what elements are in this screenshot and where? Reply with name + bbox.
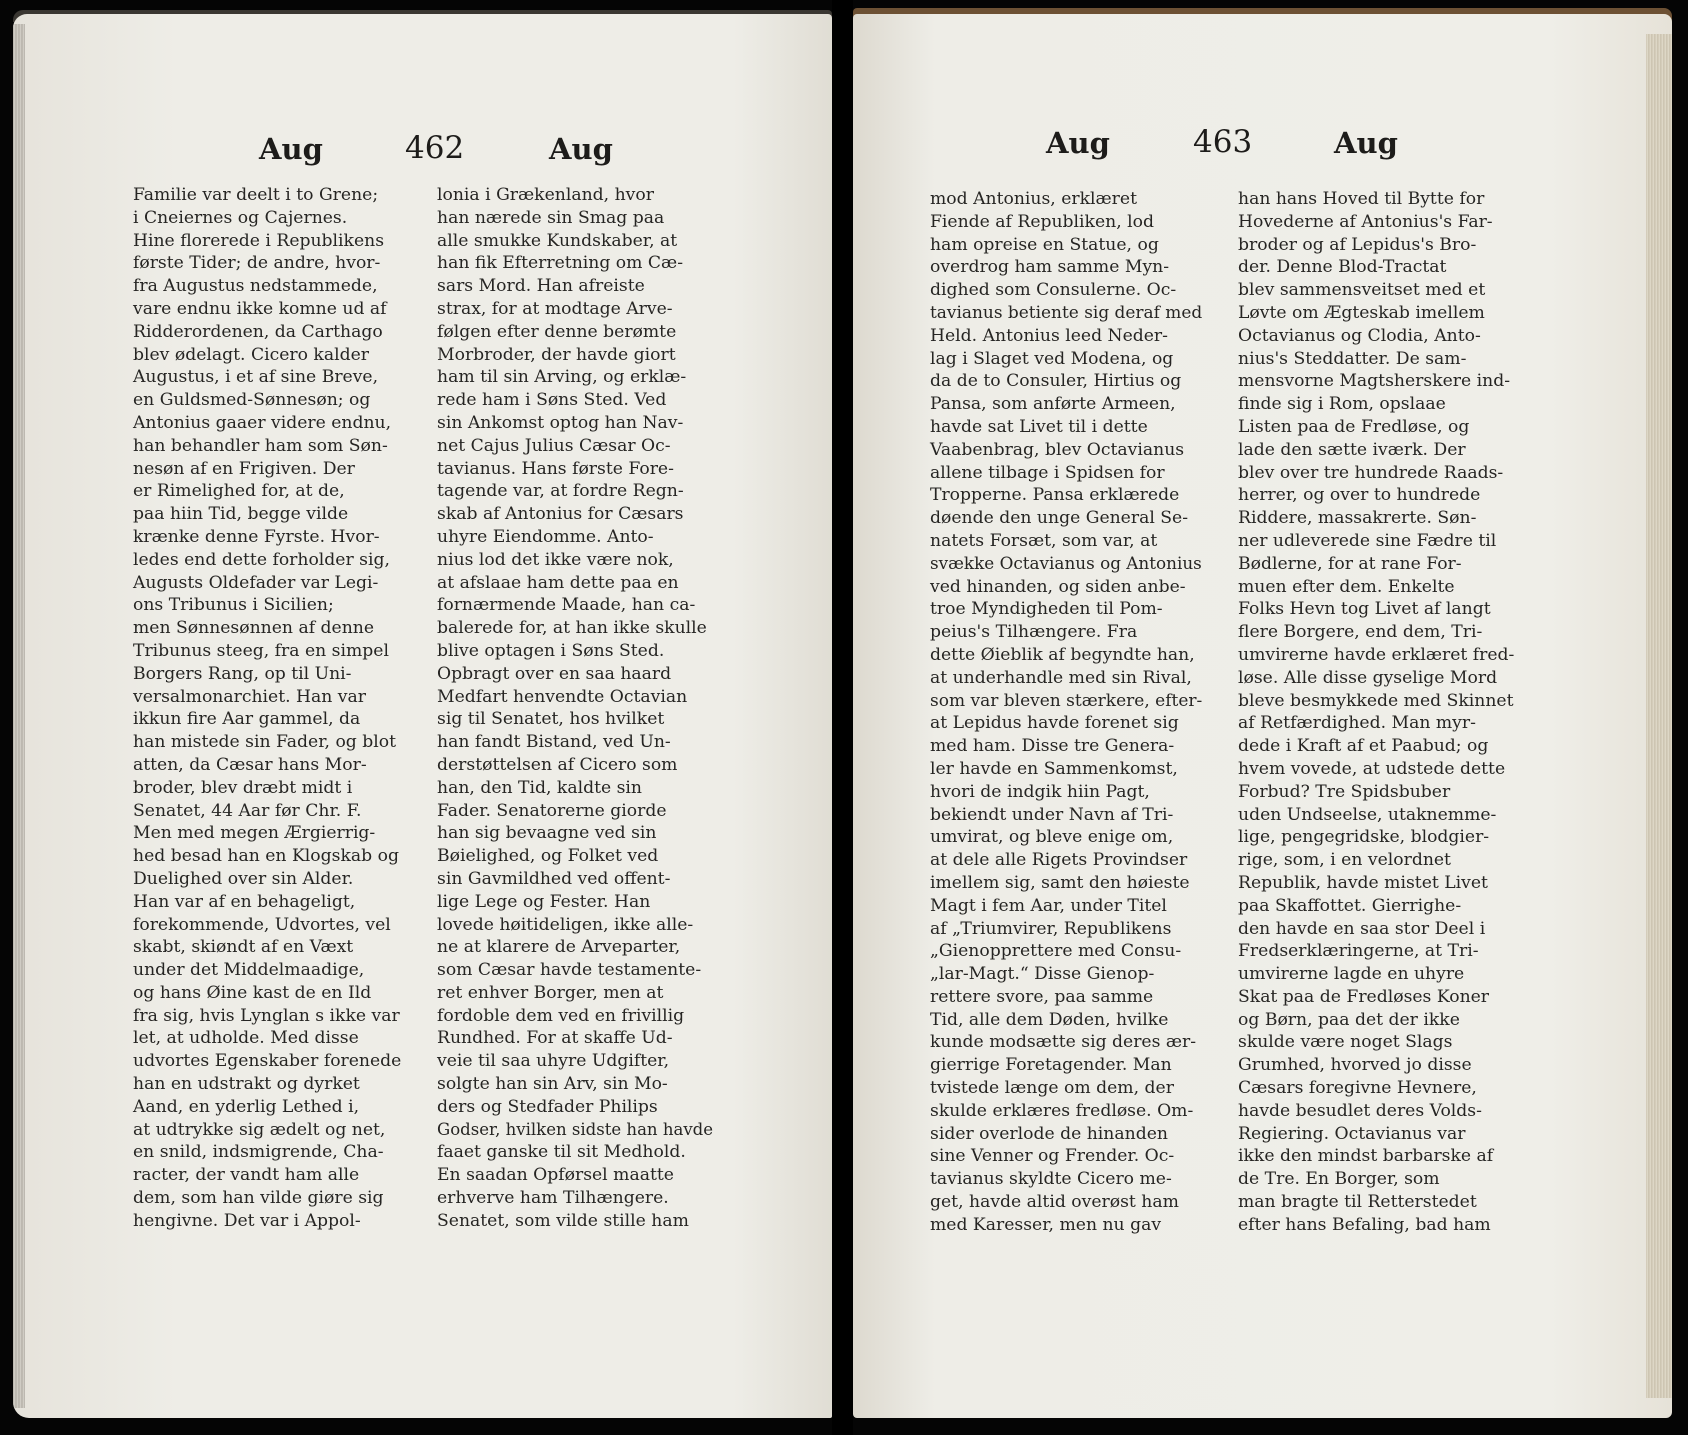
text-line: første Tider; de andre, hvor- xyxy=(133,253,381,274)
text-line: Senatet, som vilde stille ham xyxy=(437,1210,689,1231)
text-line: blive optagen i Søns Sted. xyxy=(437,640,665,661)
text-line: uhyre Eiendomme. Anto- xyxy=(437,526,654,547)
text-line: han mistede sin Fader, og blot xyxy=(133,732,397,753)
text-line: paa Skaffottet. Gierrighe- xyxy=(1238,895,1462,916)
text-line: tavianus betiente sig deraf med xyxy=(930,302,1203,323)
text-line: at dele alle Rigets Provindser xyxy=(930,850,1188,871)
text-line: hvem vovede, at udstede dette xyxy=(1238,758,1506,779)
text-line: sin Gavmildhed ved offent- xyxy=(437,868,671,889)
text-line: solgte han sin Arv, sin Mo- xyxy=(437,1074,668,1095)
text-line: døende den unge General Se- xyxy=(930,508,1189,529)
text-line: atten, da Cæsar hans Mor- xyxy=(133,754,367,775)
right-page-column-1 xyxy=(930,188,1202,1237)
text-line: Augustus, i et af sine Breve, xyxy=(133,367,379,388)
text-line: strax, for at modtage Arve- xyxy=(437,298,673,319)
text-line: rettere svore, paa samme xyxy=(930,986,1154,1007)
text-line: han en udstrakt og dyrket xyxy=(133,1074,360,1095)
text-line: blev over tre hundrede Raads- xyxy=(1238,462,1504,483)
text-line: tvistede længe om dem, der xyxy=(930,1078,1174,1099)
text-line: skabt, skiøndt af en Væxt xyxy=(133,937,354,958)
text-line: let, at udholde. Med disse xyxy=(133,1028,359,1049)
text-line: havde besudlet deres Volds- xyxy=(1238,1100,1482,1121)
text-line: lige, pengegridske, blodgier- xyxy=(1238,827,1490,848)
text-line: ne at klarere de Arveparter, xyxy=(437,937,681,958)
text-line: Han var af en behageligt, xyxy=(133,891,356,912)
text-line: i Cneiernes og Cajernes. xyxy=(133,207,348,228)
text-line: bleve besmykkede med Skinnet xyxy=(1238,690,1514,711)
book-gutter xyxy=(832,0,853,1435)
text-line: han fandt Bistand, ved Un- xyxy=(437,732,671,753)
text-line: bekiendt under Navn af Tri- xyxy=(930,804,1174,825)
text-line: at afslaae ham dette paa en xyxy=(437,572,679,593)
text-line: en snild, indsmigrende, Cha- xyxy=(133,1142,384,1163)
text-line: han, den Tid, kaldte sin xyxy=(437,777,642,798)
text-line: Godser, hvilken sidste han havde xyxy=(437,1119,714,1140)
text-line: sig til Senatet, hos hvilket xyxy=(437,709,665,730)
text-line: herrer, og over to hundrede xyxy=(1238,485,1481,506)
text-line: at underhandle med sin Rival, xyxy=(930,667,1192,688)
text-line: Vaabenbrag, blev Octavianus xyxy=(930,439,1185,460)
text-line: peius's Tilhængere. Fra xyxy=(930,622,1138,643)
text-line: Ridderordenen, da Carthago xyxy=(133,321,383,342)
text-line: „Gienopprettere med Consu- xyxy=(930,941,1182,962)
text-line: med ham. Disse tre Genera- xyxy=(930,736,1175,757)
left-header-catchword-right: Aug xyxy=(549,132,613,166)
left-page-edge xyxy=(13,24,25,1408)
text-line: Morbroder, der havde giort xyxy=(437,344,676,365)
text-line: hvori de indgik hiin Pagt, xyxy=(930,781,1150,802)
text-line: skulde erklæres fredløse. Om- xyxy=(930,1100,1194,1121)
text-line: han behandler ham som Søn- xyxy=(133,435,388,456)
text-line: Pansa, som anførte Armeen, xyxy=(930,394,1176,415)
text-line: lag i Slaget ved Modena, og xyxy=(930,348,1174,369)
text-line: ner udleverede sine Fædre til xyxy=(1238,530,1497,551)
text-line: Octavianus og Clodia, Anto- xyxy=(1238,325,1481,346)
text-line: han hans Hoved til Bytte for xyxy=(1238,189,1485,209)
text-line: og Børn, paa det der ikke xyxy=(1238,1009,1460,1030)
text-line: ham opreise en Statue, og xyxy=(930,234,1159,255)
text-line: tavianus skyldte Cicero me- xyxy=(930,1169,1172,1190)
text-line: mensvorne Magtsherskere ind- xyxy=(1238,371,1511,392)
text-line: paa hiin Tid, begge vilde xyxy=(133,504,349,525)
text-line: ons Tribunus i Sicilien; xyxy=(133,595,334,616)
text-line: finde sig i Rom, opslaae xyxy=(1238,394,1446,415)
text-line: ikke den mindst barbarske af xyxy=(1238,1146,1494,1167)
text-line: Familie var deelt i to Grene; xyxy=(133,185,379,205)
text-line: under det Middelmaadige, xyxy=(133,960,365,981)
text-line: skulde være noget Slags xyxy=(1238,1032,1453,1053)
text-line: veie til saa uhyre Udgifter, xyxy=(437,1051,670,1072)
text-line: med Karesser, men nu gav xyxy=(930,1214,1162,1235)
text-line: dede i Kraft af et Paabud; og xyxy=(1238,736,1489,757)
text-line: get, havde altid overøst ham xyxy=(930,1192,1179,1213)
text-line: sars Mord. Han afreiste xyxy=(437,276,645,297)
text-line: nius's Steddatter. De sam- xyxy=(1238,348,1467,369)
text-line: sin Ankomst optog han Nav- xyxy=(437,412,684,433)
left-page-number: 462 xyxy=(405,130,465,166)
left-header-catchword-left: Aug xyxy=(259,132,323,166)
text-line: efter hans Befaling, bad ham xyxy=(1238,1214,1491,1235)
text-line: imellem sig, samt den høieste xyxy=(930,872,1190,893)
text-line: broder, blev dræbt midt i xyxy=(133,777,353,798)
text-line: Aand, en yderlig Lethed i, xyxy=(133,1096,360,1117)
text-line: troe Myndigheden til Pom- xyxy=(930,599,1163,620)
text-line: Skat paa de Fredløses Koner xyxy=(1238,986,1490,1007)
text-line: af Retfærdighed. Man myr- xyxy=(1238,713,1476,734)
text-line: fra sig, hvis Lynglan s ikke var xyxy=(133,1005,400,1026)
right-page-number: 463 xyxy=(1193,124,1253,160)
text-line: umvirat, og bleve enige om, xyxy=(930,827,1174,848)
text-line: rige, som, i en velordnet xyxy=(1238,850,1451,871)
text-line: svække Octavianus og Antonius xyxy=(930,553,1202,574)
text-line: natets Forsæt, som var, at xyxy=(930,530,1158,551)
text-line: skab af Antonius for Cæsars xyxy=(437,504,684,525)
text-line: Riddere, massakrerte. Søn- xyxy=(1238,508,1477,529)
text-line: Listen paa de Fredløse, og xyxy=(1238,416,1470,437)
text-line: fordoble dem ved en frivillig xyxy=(437,1005,685,1026)
text-line: umvirerne havde erklæret fred- xyxy=(1238,644,1515,665)
text-line: rede ham i Søns Sted. Ved xyxy=(437,390,667,411)
text-line: umvirerne lagde en uhyre xyxy=(1238,964,1465,985)
text-line: er Rimelighed for, at de, xyxy=(133,481,345,502)
text-line: lade den sætte iværk. Der xyxy=(1238,439,1466,460)
right-page-edge xyxy=(1646,34,1672,1398)
text-line: ret enhver Borger, men at xyxy=(437,982,664,1003)
text-line: man bragte til Retterstedet xyxy=(1238,1192,1477,1213)
text-line: Tropperne. Pansa erklærede xyxy=(930,485,1180,506)
text-line: lovede høitideligen, ikke alle- xyxy=(437,914,694,935)
text-line: ved hinanden, og siden anbe- xyxy=(930,576,1186,597)
text-line: Tribunus steeg, fra en simpel xyxy=(133,640,389,661)
text-line: Rundhed. For at skaffe Ud- xyxy=(437,1028,673,1049)
text-line: krænke denne Fyrste. Hvor- xyxy=(133,526,380,547)
text-line: flere Borgere, end dem, Tri- xyxy=(1238,622,1483,643)
right-page-column-2 xyxy=(1238,188,1516,1237)
left-page-header xyxy=(13,132,832,182)
text-line: sider overlode de hinanden xyxy=(930,1123,1168,1144)
text-line: udvortes Egenskaber forenede xyxy=(133,1051,402,1072)
text-line: Cæsars foregivne Hevnere, xyxy=(1238,1078,1477,1099)
text-line: Men med megen Ærgierrig- xyxy=(133,823,376,844)
text-line: en Guldsmed-Sønnesøn; og xyxy=(133,390,371,411)
text-line: dighed som Consulerne. Oc- xyxy=(930,280,1177,301)
text-line: ders og Stedfader Philips xyxy=(437,1096,658,1117)
text-line: ledes end dette forholder sig, xyxy=(133,549,390,570)
text-line: ler havde en Sammenkomst, xyxy=(930,758,1178,779)
text-line: gierrige Foretagender. Man xyxy=(930,1055,1172,1076)
text-line: hed besad han en Klogskab og xyxy=(133,846,399,867)
text-line: overdrog ham samme Myn- xyxy=(930,257,1170,278)
right-page xyxy=(853,14,1672,1418)
text-line: net Cajus Julius Cæsar Oc- xyxy=(437,435,671,456)
text-line: racter, der vandt ham alle xyxy=(133,1165,360,1186)
text-line: han nærede sin Smag paa xyxy=(437,207,665,228)
text-line: hengivne. Det var i Appol- xyxy=(133,1210,361,1231)
text-line: faaet ganske til sit Medhold. xyxy=(437,1142,686,1163)
text-line: som var bleven stærkere, efter- xyxy=(930,690,1203,711)
text-line: og hans Øine kast de en Ild xyxy=(133,982,372,1003)
text-line: Fader. Senatorerne giorde xyxy=(437,800,667,821)
text-line: Republik, havde mistet Livet xyxy=(1238,872,1488,893)
text-line: at udtrykke sig ædelt og net, xyxy=(133,1119,386,1140)
text-line: broder og af Lepidus's Bro- xyxy=(1238,234,1477,255)
text-line: blev sammensveitset med et xyxy=(1238,280,1486,301)
text-line: den havde en saa stor Deel i xyxy=(1238,918,1486,939)
text-line: tagende var, at fordre Regn- xyxy=(437,481,684,502)
text-line: Regiering. Octavianus var xyxy=(1238,1123,1466,1144)
text-line: nius lod det ikke være nok, xyxy=(437,549,674,570)
text-line: han sig bevaagne ved sin xyxy=(437,823,657,844)
text-line: ikkun fire Aar gammel, da xyxy=(133,709,361,730)
text-line: nesøn af en Frigiven. Der xyxy=(133,458,355,479)
text-line: sine Venner og Frender. Oc- xyxy=(930,1146,1175,1167)
text-line: muen efter dem. Enkelte xyxy=(1238,576,1455,597)
text-line: fra Augustus nedstammede, xyxy=(133,276,378,297)
text-line: allene tilbage i Spidsen for xyxy=(930,462,1165,483)
text-line: Augusts Oldefader var Legi- xyxy=(133,572,379,593)
left-page xyxy=(13,14,832,1418)
right-page-header xyxy=(853,126,1672,176)
text-line: blev ødelagt. Cicero kalder xyxy=(133,344,369,365)
text-line: Opbragt over en saa haard xyxy=(437,663,672,684)
text-line: ham til sin Arving, og erklæ- xyxy=(437,367,687,388)
text-line: vare endnu ikke komne ud af xyxy=(133,298,387,319)
text-line: kunde modsætte sig deres ær- xyxy=(930,1032,1197,1053)
right-header-catchword-left: Aug xyxy=(1046,126,1110,160)
text-line: Fredserklæringerne, at Tri- xyxy=(1238,941,1479,962)
text-line: Antonius gaaer videre endnu, xyxy=(133,412,392,433)
text-line: der. Denne Blod-Tractat xyxy=(1238,257,1447,278)
text-line: Løvte om Ægteskab imellem xyxy=(1238,302,1485,323)
text-line: at Lepidus havde forenet sig xyxy=(930,713,1179,734)
text-line: „lar-Magt.“ Disse Gienop- xyxy=(930,964,1155,985)
text-line: Bøielighed, og Folket ved xyxy=(437,846,659,867)
text-line: af „Triumvirer, Republikens xyxy=(930,918,1172,939)
text-line: Fiende af Republiken, lod xyxy=(930,211,1154,232)
text-line: Forbud? Tre Spidsbuber xyxy=(1238,781,1451,802)
text-line: fornærmende Maade, han ca- xyxy=(437,595,696,616)
text-line: versalmonarchiet. Han var xyxy=(133,686,366,707)
text-line: havde sat Livet til i dette xyxy=(930,416,1148,437)
text-line: Duelighed over sin Alder. xyxy=(133,868,354,889)
text-line: mod Antonius, erklæret xyxy=(930,189,1137,209)
text-line: Held. Antonius leed Neder- xyxy=(930,325,1168,346)
text-line: Bødlerne, for at rane For- xyxy=(1238,553,1462,574)
text-line: Senatet, 44 Aar før Chr. F. xyxy=(133,800,362,821)
text-line: dem, som han vilde giøre sig xyxy=(133,1188,384,1209)
text-line: som Cæsar havde testamente- xyxy=(437,960,702,981)
text-line: løse. Alle disse gyselige Mord xyxy=(1238,667,1498,688)
right-header-catchword-right: Aug xyxy=(1334,126,1398,160)
text-line: balerede for, at han ikke skulle xyxy=(437,618,707,639)
text-line: alle smukke Kundskaber, at xyxy=(437,230,678,251)
text-line: Borgers Rang, op til Uni- xyxy=(133,663,352,684)
text-line: lonia i Grækenland, hvor xyxy=(437,185,654,205)
text-line: uden Undseelse, utaknemme- xyxy=(1238,804,1497,825)
text-line: Folks Hevn tog Livet af langt xyxy=(1238,599,1491,620)
text-line: da de to Consuler, Hirtius og xyxy=(930,371,1182,392)
text-line: Hovederne af Antonius's Far- xyxy=(1238,211,1493,232)
text-line: tavianus. Hans første Fore- xyxy=(437,458,674,479)
text-line: han fik Efterretning om Cæ- xyxy=(437,253,684,274)
text-line: En saadan Opførsel maatte xyxy=(437,1165,674,1186)
text-line: men Sønnesønnen af denne xyxy=(133,618,375,639)
text-line: lige Lege og Fester. Han xyxy=(437,891,651,912)
text-line: erhverve ham Tilhængere. xyxy=(437,1188,669,1209)
text-line: de Tre. En Borger, som xyxy=(1238,1169,1440,1190)
text-line: Grumhed, hvorved jo disse xyxy=(1238,1055,1472,1076)
text-line: følgen efter denne berømte xyxy=(437,321,677,342)
left-page-column-1 xyxy=(133,184,405,1233)
text-line: Tid, alle dem Døden, hvilke xyxy=(930,1009,1169,1030)
text-line: Magt i fem Aar, under Titel xyxy=(930,895,1167,916)
text-line: Hine florerede i Republikens xyxy=(133,230,385,251)
text-line: dette Øieblik af begyndte han, xyxy=(930,644,1195,665)
text-line: Medfart henvendte Octavian xyxy=(437,686,688,707)
text-line: forekommende, Udvortes, vel xyxy=(133,914,391,935)
left-page-column-2 xyxy=(437,184,713,1233)
text-line: derstøttelsen af Cicero som xyxy=(437,754,678,775)
